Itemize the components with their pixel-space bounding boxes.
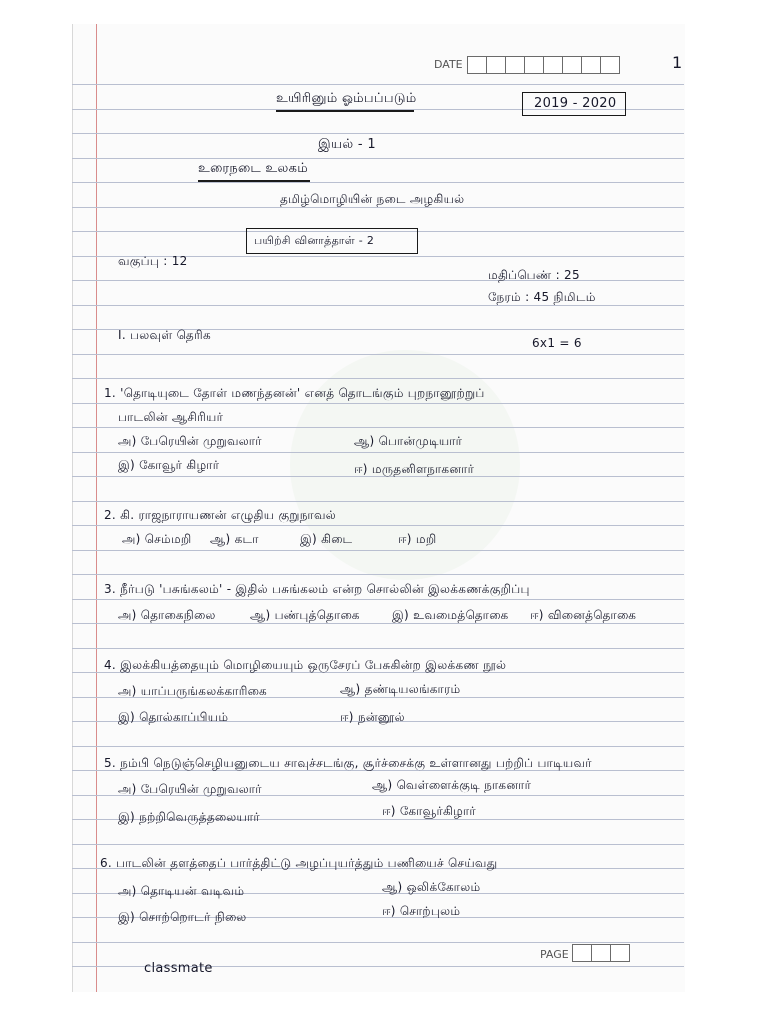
q1-option-d: ஈ) மருதனிளநாகனார் xyxy=(354,462,475,476)
ruled-line xyxy=(72,574,684,575)
ruled-line xyxy=(72,427,684,428)
q3-option-d: ஈ) வினைத்தொகை xyxy=(530,608,637,622)
ruled-line xyxy=(72,305,684,306)
q3-option-a: அ) தொகைநிலை xyxy=(118,608,216,622)
ruled-line xyxy=(72,280,684,281)
question-1: 1. 'தொடியுடை தோள் மணந்தனன்' எனத் தொடங்கும் புறநானூற்றுப் xyxy=(104,386,485,400)
q6-option-c: இ) சொற்றொடர் நிலை xyxy=(118,910,247,924)
question-6: 6. பாடலின் தளத்தைப் பார்த்திட்டு அழப்புயர்த்தும் பணியைச் செய்வது xyxy=(100,856,498,870)
worksheet-title: பயிற்சி வினாத்தாள் - 2 xyxy=(254,234,375,247)
class-label: வகுப்பு : 12 xyxy=(118,254,188,268)
q3-option-b: ஆ) பண்புத்தொகை xyxy=(250,608,360,622)
subtitle-2: தமிழ்மொழியின் நடை அழகியல் xyxy=(280,192,465,206)
q6-option-b: ஆ) ஒலிக்கோலம் xyxy=(382,880,481,894)
ruled-line xyxy=(72,84,684,85)
page-boxes xyxy=(572,944,629,962)
ruled-line xyxy=(72,378,684,379)
title-line: உயிரினும் ஓம்பப்படும் xyxy=(276,91,417,106)
q6-option-a: அ) தொடியன் வடிவம் xyxy=(118,884,245,898)
date-boxes xyxy=(467,56,619,74)
ruled-line xyxy=(72,550,684,551)
question-5: 5. நம்பி நெடுஞ்செழியனுடைய சாவுச்சடங்கு, சூர்ச்சைக்கு உள்ளானது பற்றிப் பாடியவர் xyxy=(104,756,592,770)
ruled-line xyxy=(72,746,684,747)
subtitle-1: உரைநடை உலகம் xyxy=(198,161,308,176)
marks-label: மதிப்பெண் : 25 xyxy=(488,268,580,282)
academic-year: 2019 - 2020 xyxy=(534,96,617,111)
q3-option-c: இ) உவமைத்தொகை xyxy=(392,608,509,622)
question-3: 3. நீர்படு 'பசுங்கலம்' - இதில் பசுங்கலம் என்ற சொல்லின் இலக்கணக்குறிப்பு xyxy=(104,582,530,596)
q6-option-d: ஈ) சொற்புலம் xyxy=(382,904,461,918)
brand-logo: classmate xyxy=(144,961,213,976)
question-1-cont: பாடலின் ஆசிரியர் xyxy=(118,410,224,424)
page-label: PAGE xyxy=(540,948,569,961)
date-label: DATE xyxy=(434,58,463,71)
ruled-line xyxy=(72,623,684,624)
question-2: 2. கி. ராஜநாராயணன் எழுதிய குறுநாவல் xyxy=(104,508,337,522)
ruled-line xyxy=(72,672,684,673)
ruled-line xyxy=(72,452,684,453)
margin-line xyxy=(96,24,97,992)
ruled-line xyxy=(72,942,684,943)
q4-option-c: இ) தொல்காப்பியம் xyxy=(118,710,229,724)
chapter-heading: இயல் - 1 xyxy=(318,137,376,152)
q2-option-c: இ) கிடை xyxy=(300,532,353,546)
section-marks: 6x1 = 6 xyxy=(532,336,582,350)
q1-option-b: ஆ) பொன்முடியார் xyxy=(354,434,463,448)
ruled-line xyxy=(72,648,684,649)
q1-option-a: அ) பேரெயின் முறுவலார் xyxy=(118,434,262,448)
ruled-line xyxy=(72,207,684,208)
q5-option-a: அ) பேரெயின் முறுவலார் xyxy=(118,782,262,796)
title-underline xyxy=(276,110,414,112)
time-label: நேரம் : 45 நிமிடம் xyxy=(488,290,596,304)
q5-option-d: ஈ) கோவூர்கிழார் xyxy=(382,804,476,818)
q2-option-a: அ) செம்மறி xyxy=(122,532,192,546)
ruled-line xyxy=(72,403,684,404)
ruled-line xyxy=(72,599,684,600)
ruled-line xyxy=(72,525,684,526)
ruled-line xyxy=(72,844,684,845)
ruled-line xyxy=(72,182,684,183)
question-4: 4. இலக்கியத்தையும் மொழியையும் ஒருசேரப் பேசுகின்ற இலக்கண நூல் xyxy=(104,658,507,672)
q1-option-c: இ) கோவூர் கிழார் xyxy=(118,458,220,472)
q4-option-b: ஆ) தண்டியலங்காரம் xyxy=(340,682,461,696)
q5-option-b: ஆ) வெள்ளைக்குடி நாகனார் xyxy=(372,778,532,792)
section-title: I. பலவுள் தெரிக xyxy=(118,328,211,342)
ruled-line xyxy=(72,476,684,477)
q4-option-a: அ) யாப்பருங்கலக்காரிகை xyxy=(118,684,268,698)
ruled-line xyxy=(72,501,684,502)
q4-option-d: ஈ) நன்னூல் xyxy=(340,710,405,724)
subtitle-1-underline xyxy=(198,180,310,182)
page-number: 1 xyxy=(672,53,683,72)
q2-option-b: ஆ) கடா xyxy=(210,532,259,546)
q5-option-c: இ) நற்றிவெருத்தலையார் xyxy=(118,810,260,824)
q2-option-d: ஈ) மறி xyxy=(398,532,437,546)
ruled-line xyxy=(72,158,684,159)
ruled-line xyxy=(72,133,684,134)
ruled-line xyxy=(72,354,684,355)
ruled-line xyxy=(72,770,684,771)
